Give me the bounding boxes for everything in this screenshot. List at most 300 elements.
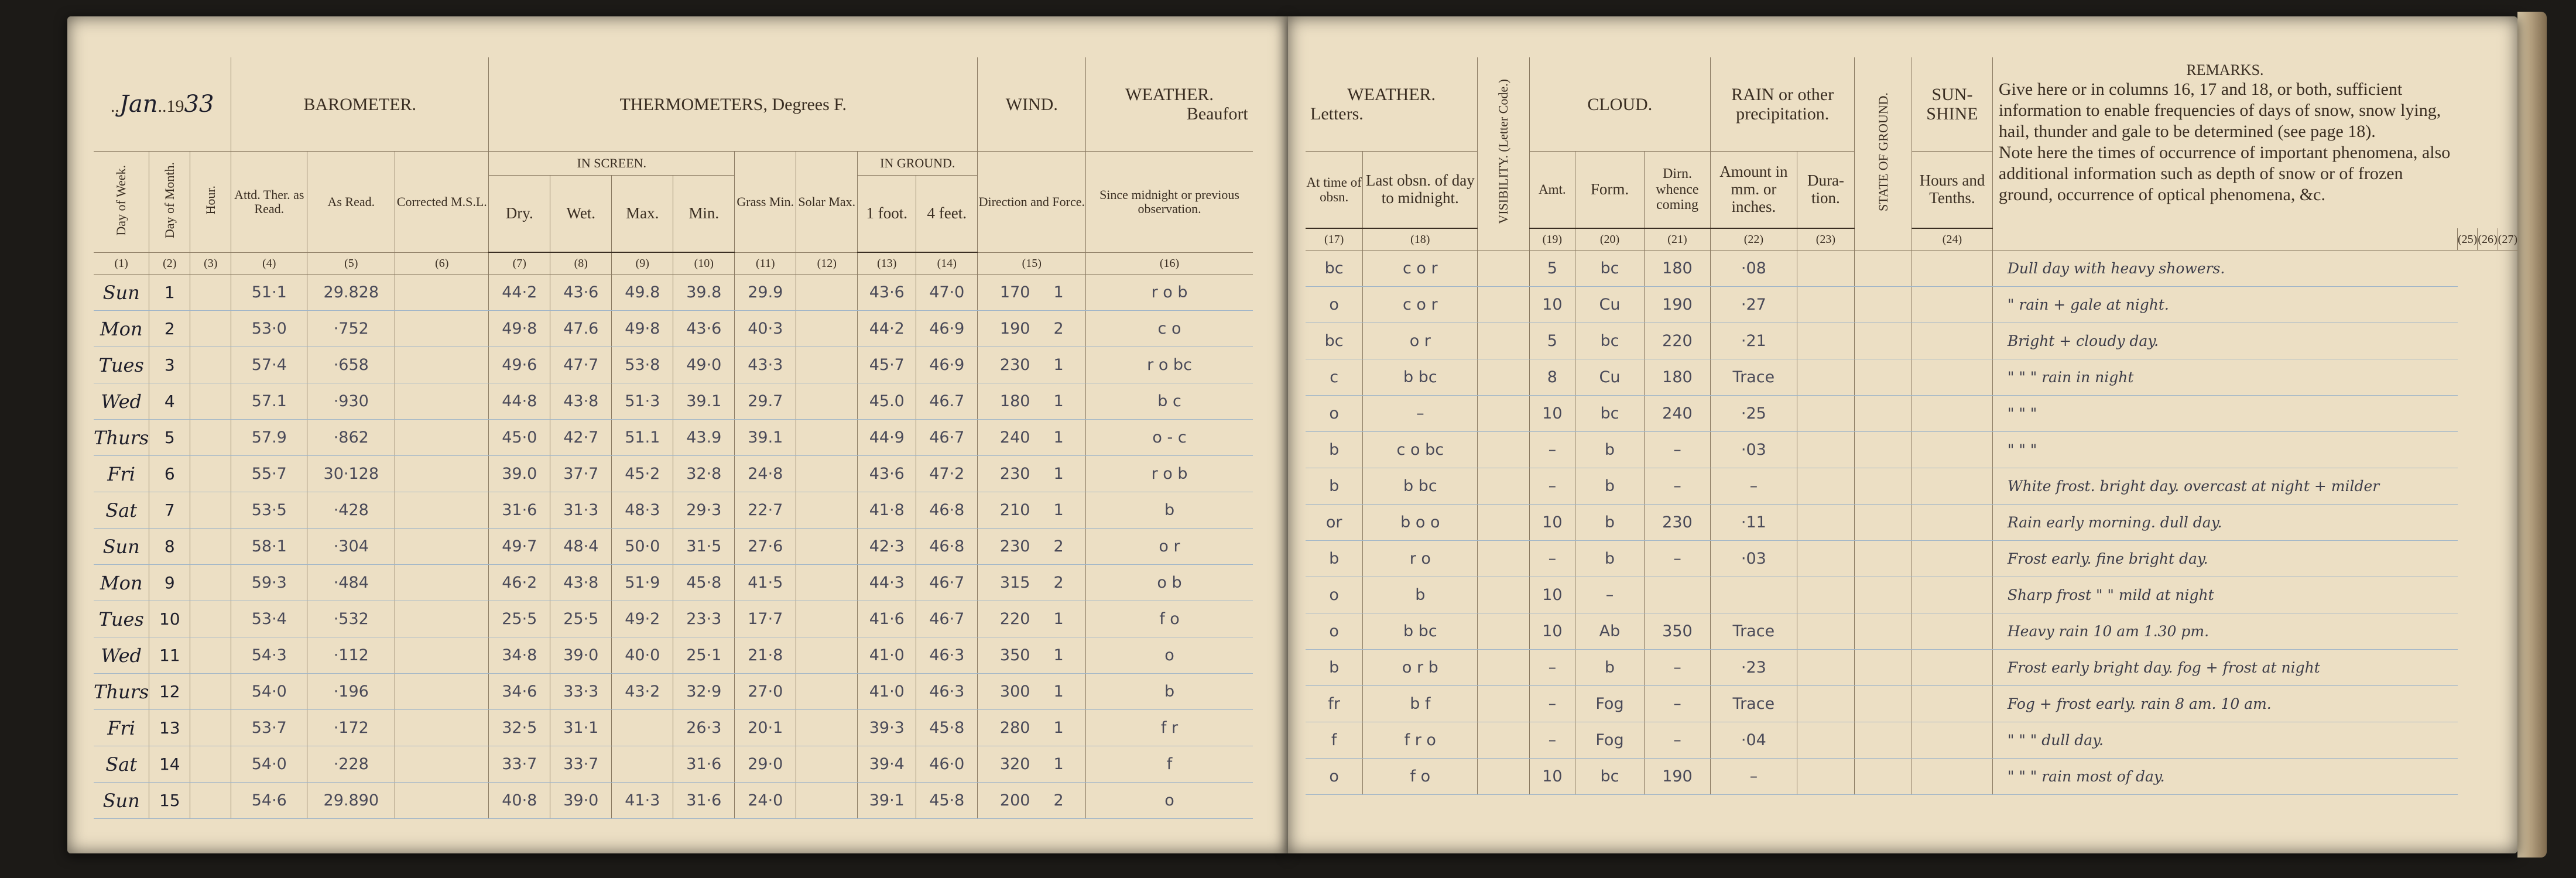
cell-corrected-msl <box>395 674 489 710</box>
cell-weather-at-time: b <box>1306 650 1363 686</box>
cell-wet: 25·5 <box>550 601 612 637</box>
cell-weather-beaufort: r o bc <box>1086 347 1253 383</box>
remarks-title: REMARKS. <box>2186 61 2264 78</box>
observations-table-left <box>94 57 1253 819</box>
wind-force: 1 <box>1053 610 1064 628</box>
cell-state-of-ground <box>1855 759 1912 795</box>
cell-cloud-amount: 10 <box>1529 577 1575 613</box>
cell-day-of-week: Thurs <box>94 420 149 456</box>
cell-max: 51.1 <box>612 420 673 456</box>
cell-sunshine-hours <box>1912 505 1993 541</box>
table-row <box>94 601 1253 637</box>
cell-sunshine-hours <box>1912 396 1993 432</box>
cell-day-of-month: 9 <box>149 565 190 601</box>
cell-solar-max <box>796 456 858 492</box>
cell-wet: 31·3 <box>550 492 612 529</box>
table-row <box>1306 505 2517 541</box>
cell-grass-min: 27·0 <box>735 674 796 710</box>
cell-day-of-month: 12 <box>149 674 190 710</box>
thermometers-heading: THERMOMETERS, Degrees F. <box>489 57 978 152</box>
cell-weather-last-obsn: b bc <box>1363 613 1478 650</box>
cell-corrected-msl <box>395 420 489 456</box>
weather-letters: Letters. <box>1310 104 1364 124</box>
cell-cloud-form: Cu <box>1575 359 1645 396</box>
wind-force: 2 <box>1053 791 1064 810</box>
cell-day-of-week: Mon <box>94 311 149 347</box>
cell-dry: 45·0 <box>489 420 550 456</box>
cell-state-of-ground <box>1855 468 1912 505</box>
cell-min: 39.8 <box>673 275 735 311</box>
weather-title-right: WEATHER. <box>1347 85 1436 104</box>
cell-day-of-week: Sat <box>94 492 149 529</box>
colnum: (24) <box>1912 228 1993 251</box>
cell-ground-1-foot: 43·6 <box>858 275 916 311</box>
cell-grass-min: 22·7 <box>735 492 796 529</box>
cell-ground-1-foot: 45·7 <box>858 347 916 383</box>
cell-wind <box>978 674 1086 710</box>
cell-wet: 47·7 <box>550 347 612 383</box>
cell-day-of-month: 7 <box>149 492 190 529</box>
cell-attd-ther: 54·3 <box>231 637 307 674</box>
cell-wind <box>978 492 1086 529</box>
cell-min: 31·5 <box>673 529 735 565</box>
in-ground-heading: IN GROUND. <box>858 152 978 176</box>
cell-wet: 42·7 <box>550 420 612 456</box>
visibility-heading <box>1478 57 1529 251</box>
cell-corrected-msl <box>395 383 489 420</box>
cell-corrected-msl <box>395 456 489 492</box>
wind-force: 1 <box>1053 682 1064 701</box>
colnum: (6) <box>395 252 489 275</box>
colnum: (2) <box>149 252 190 275</box>
cell-remarks: " " " rain most of day. <box>1992 759 2457 795</box>
col-since-midnight: Since midnight or previous observation. <box>1086 152 1253 253</box>
cell-ground-1-foot: 44·2 <box>858 311 916 347</box>
cell-rain-duration <box>1797 650 1855 686</box>
cell-attd-ther: 57.1 <box>231 383 307 420</box>
table-row <box>1306 287 2517 323</box>
wind-direction: 220 <box>999 610 1030 628</box>
cell-weather-beaufort: o <box>1086 637 1253 674</box>
cell-sunshine-hours <box>1912 613 1993 650</box>
cell-cloud-amount: 10 <box>1529 613 1575 650</box>
wind-direction: 180 <box>999 392 1030 410</box>
cell-day-of-week: Mon <box>94 565 149 601</box>
cell-rain-amount: Trace <box>1711 359 1797 396</box>
cell-min: 23·3 <box>673 601 735 637</box>
cell-remarks: Dull day with heavy showers. <box>1992 251 2457 287</box>
cell-rain-amount: ·03 <box>1711 541 1797 577</box>
cell-weather-beaufort: o r <box>1086 529 1253 565</box>
cell-max: 43·2 <box>612 674 673 710</box>
cell-solar-max <box>796 347 858 383</box>
cell-ground-4-feet: 47·2 <box>916 456 978 492</box>
cell-cloud-amount: – <box>1529 686 1575 722</box>
cell-rain-duration <box>1797 287 1855 323</box>
cell-wind <box>978 311 1086 347</box>
cell-wet: 37·7 <box>550 456 612 492</box>
cell-weather-at-time: fr <box>1306 686 1363 722</box>
cell-cloud-amount: 5 <box>1529 323 1575 359</box>
cell-cloud-direction: – <box>1644 650 1710 686</box>
cell-ground-4-feet: 45·8 <box>916 710 978 746</box>
wind-direction: 230 <box>999 465 1030 483</box>
table-row <box>1306 468 2517 505</box>
cell-weather-beaufort: r o b <box>1086 275 1253 311</box>
cell-day-of-week: Sun <box>94 783 149 819</box>
wind-direction: 315 <box>999 574 1030 592</box>
cell-corrected-msl <box>395 492 489 529</box>
cell-dry: 39.0 <box>489 456 550 492</box>
cell-cloud-amount: 8 <box>1529 359 1575 396</box>
cell-dry: 33·7 <box>489 746 550 783</box>
cell-corrected-msl <box>395 347 489 383</box>
sunshine-heading: SUN-SHINE <box>1912 57 1993 152</box>
cell-dry: 40·8 <box>489 783 550 819</box>
cell-state-of-ground <box>1855 396 1912 432</box>
weather-beaufort: Beaufort <box>1186 104 1248 124</box>
cell-cloud-form: bc <box>1575 251 1645 287</box>
table-row <box>1306 359 2517 396</box>
col-min: Min. <box>673 176 735 253</box>
cell-day-of-month: 3 <box>149 347 190 383</box>
cell-cloud-amount: – <box>1529 541 1575 577</box>
col-hour-label: Hour. <box>203 186 218 215</box>
wind-force: 1 <box>1053 719 1064 737</box>
cell-weather-beaufort: f <box>1086 746 1253 783</box>
cell-rain-duration <box>1797 432 1855 468</box>
rain-heading: RAIN or other precipitation. <box>1711 57 1855 152</box>
cell-wet: 39·0 <box>550 783 612 819</box>
cell-attd-ther: 54·6 <box>231 783 307 819</box>
cell-day-of-week: Fri <box>94 710 149 746</box>
cell-ground-4-feet: 46·9 <box>916 347 978 383</box>
cell-max <box>612 746 673 783</box>
colnum: (11) <box>735 252 796 275</box>
cell-max <box>612 710 673 746</box>
cell-cloud-amount: 10 <box>1529 505 1575 541</box>
cell-weather-beaufort: f o <box>1086 601 1253 637</box>
cell-barometer-as-read: ·484 <box>307 565 395 601</box>
cell-cloud-amount: – <box>1529 468 1575 505</box>
cell-weather-beaufort: b <box>1086 674 1253 710</box>
cell-remarks: " " " dull day. <box>1992 722 2457 759</box>
colnum: (22) <box>1711 228 1797 251</box>
cell-weather-at-time: c <box>1306 359 1363 396</box>
barometer-heading: BAROMETER. <box>231 57 489 152</box>
colnum: (1) <box>94 252 149 275</box>
cell-weather-last-obsn: b f <box>1363 686 1478 722</box>
cell-ground-4-feet: 46·3 <box>916 637 978 674</box>
cell-hour <box>190 492 231 529</box>
cell-wet: 31·1 <box>550 710 612 746</box>
cell-rain-duration <box>1797 323 1855 359</box>
cell-visibility <box>1478 613 1529 650</box>
wind-force: 2 <box>1053 320 1064 338</box>
cell-ground-1-foot: 43·6 <box>858 456 916 492</box>
cell-day-of-week: Wed <box>94 383 149 420</box>
cell-ground-4-feet: 46·7 <box>916 601 978 637</box>
cell-barometer-as-read: ·658 <box>307 347 395 383</box>
cell-visibility <box>1478 251 1529 287</box>
cell-grass-min: 24·8 <box>735 456 796 492</box>
cell-rain-amount: Trace <box>1711 613 1797 650</box>
cell-cloud-direction: 190 <box>1644 287 1710 323</box>
cell-dry: 34·8 <box>489 637 550 674</box>
cell-grass-min: 17·7 <box>735 601 796 637</box>
left-table-body <box>94 275 1253 819</box>
cell-cloud-direction: 180 <box>1644 359 1710 396</box>
year-handwritten: 33 <box>184 91 214 118</box>
cell-remarks: " " " rain in night <box>1992 359 2457 396</box>
cell-max: 49·2 <box>612 601 673 637</box>
col-hours-tenths: Hours and Tenths. <box>1912 152 1993 229</box>
cell-attd-ther: 51·1 <box>231 275 307 311</box>
wind-force: 1 <box>1053 501 1064 519</box>
cell-sunshine-hours <box>1912 251 1993 287</box>
cell-rain-duration <box>1797 251 1855 287</box>
cell-attd-ther: 53·7 <box>231 710 307 746</box>
cell-rain-amount: ·08 <box>1711 251 1797 287</box>
table-row <box>94 420 1253 456</box>
cell-attd-ther: 53·5 <box>231 492 307 529</box>
cell-ground-1-foot: 41·8 <box>858 492 916 529</box>
colnum: (12) <box>796 252 858 275</box>
cell-remarks: Frost early. fine bright day. <box>1992 541 2457 577</box>
colnum: (4) <box>231 252 307 275</box>
observations-table-right <box>1306 57 2517 795</box>
cell-day-of-week: Sun <box>94 529 149 565</box>
table-row <box>1306 541 2517 577</box>
cell-sunshine-hours <box>1912 577 1993 613</box>
cell-grass-min: 41·5 <box>735 565 796 601</box>
cell-grass-min: 24·0 <box>735 783 796 819</box>
year-prefix: ..19 <box>157 97 184 116</box>
col-1-foot: 1 foot. <box>858 176 916 253</box>
remarks-instructions-2: Note here the times of occurrence of important phenomena, also additional information such as depth of snow or of frozen ground, occurrence of optical phenomena, &c. <box>1998 143 2451 205</box>
cell-hour <box>190 637 231 674</box>
colnum: (7) <box>489 252 550 275</box>
colnum: (3) <box>190 252 231 275</box>
cell-visibility <box>1478 650 1529 686</box>
cell-min: 49·0 <box>673 347 735 383</box>
cell-max: 51·3 <box>612 383 673 420</box>
col-amount: Amount in mm. or inches. <box>1711 152 1797 229</box>
cell-ground-4-feet: 46·3 <box>916 674 978 710</box>
cell-ground-4-feet: 46·7 <box>916 420 978 456</box>
cell-day-of-month: 5 <box>149 420 190 456</box>
cell-solar-max <box>796 674 858 710</box>
cell-cloud-direction: 350 <box>1644 613 1710 650</box>
cell-cloud-form: Cu <box>1575 287 1645 323</box>
cell-day-of-week: Sat <box>94 746 149 783</box>
table-row <box>1306 396 2517 432</box>
cell-hour <box>190 311 231 347</box>
cell-remarks: Bright + cloudy day. <box>1992 323 2457 359</box>
cell-ground-4-feet: 46.7 <box>916 383 978 420</box>
col-4-feet: 4 feet. <box>916 176 978 253</box>
cell-ground-1-foot: 41·0 <box>858 637 916 674</box>
cell-weather-last-obsn: o r <box>1363 323 1478 359</box>
right-table-body <box>1306 251 2517 795</box>
cell-hour <box>190 783 231 819</box>
colnum: (18) <box>1363 228 1478 251</box>
cell-ground-4-feet: 46·7 <box>916 565 978 601</box>
cell-cloud-direction: – <box>1644 686 1710 722</box>
cell-weather-at-time: b <box>1306 468 1363 505</box>
cell-wind <box>978 529 1086 565</box>
colnum: (8) <box>550 252 612 275</box>
cell-state-of-ground <box>1855 251 1912 287</box>
cell-weather-last-obsn: f r o <box>1363 722 1478 759</box>
wind-force: 1 <box>1053 646 1064 664</box>
cell-hour <box>190 383 231 420</box>
col-wet: Wet. <box>550 176 612 253</box>
cell-sunshine-hours <box>1912 468 1993 505</box>
cell-weather-last-obsn: b o o <box>1363 505 1478 541</box>
wind-direction: 190 <box>999 320 1030 338</box>
cell-cloud-direction: 180 <box>1644 251 1710 287</box>
cell-visibility <box>1478 577 1529 613</box>
cell-corrected-msl <box>395 529 489 565</box>
cell-dry: 31·6 <box>489 492 550 529</box>
cell-corrected-msl <box>395 565 489 601</box>
cell-barometer-as-read: 29.890 <box>307 783 395 819</box>
cell-day-of-month: 2 <box>149 311 190 347</box>
month-prefix: .. <box>110 97 119 116</box>
cell-day-of-month: 8 <box>149 529 190 565</box>
page-stack-edge <box>2517 12 2547 858</box>
cell-remarks: " " " <box>1992 396 2457 432</box>
wind-direction: 230 <box>999 356 1030 374</box>
cell-corrected-msl <box>395 311 489 347</box>
col-dry: Dry. <box>489 176 550 253</box>
cell-min: 29·3 <box>673 492 735 529</box>
cell-rain-duration <box>1797 541 1855 577</box>
cell-cloud-amount: 10 <box>1529 396 1575 432</box>
col-form: Form. <box>1575 152 1645 229</box>
cell-dry: 25·5 <box>489 601 550 637</box>
weather-heading-right <box>1306 57 1478 152</box>
cell-rain-amount: – <box>1711 759 1797 795</box>
cell-visibility <box>1478 722 1529 759</box>
cell-remarks: Sharp frost " " mild at night <box>1992 577 2457 613</box>
cell-sunshine-hours <box>1912 287 1993 323</box>
cell-ground-1-foot: 41·6 <box>858 601 916 637</box>
cell-rain-amount: ·11 <box>1711 505 1797 541</box>
cell-ground-4-feet: 46·0 <box>916 746 978 783</box>
cell-ground-1-foot: 39·1 <box>858 783 916 819</box>
cell-weather-last-obsn: c o r <box>1363 287 1478 323</box>
cell-wet: 43·8 <box>550 565 612 601</box>
cell-corrected-msl <box>395 601 489 637</box>
cell-wind <box>978 383 1086 420</box>
cell-day-of-month: 13 <box>149 710 190 746</box>
cell-min: 31·6 <box>673 746 735 783</box>
wind-force: 1 <box>1053 356 1064 374</box>
cell-rain-duration <box>1797 359 1855 396</box>
cell-weather-last-obsn: c o bc <box>1363 432 1478 468</box>
table-row <box>94 347 1253 383</box>
cell-solar-max <box>796 275 858 311</box>
cell-wet: 48·4 <box>550 529 612 565</box>
cell-rain-duration <box>1797 686 1855 722</box>
cell-attd-ther: 53·4 <box>231 601 307 637</box>
cell-wet: 33·7 <box>550 746 612 783</box>
cell-max: 41·3 <box>612 783 673 819</box>
cell-attd-ther: 54·0 <box>231 746 307 783</box>
cell-grass-min: 29.7 <box>735 383 796 420</box>
colnum: (19) <box>1529 228 1575 251</box>
col-max: Max. <box>612 176 673 253</box>
table-row <box>1306 759 2517 795</box>
cell-hour <box>190 347 231 383</box>
cell-ground-1-foot: 44·3 <box>858 565 916 601</box>
table-row <box>1306 577 2517 613</box>
wind-force: 2 <box>1053 537 1064 555</box>
cell-wind <box>978 601 1086 637</box>
cell-hour <box>190 710 231 746</box>
cell-sunshine-hours <box>1912 759 1993 795</box>
cell-rain-amount: ·25 <box>1711 396 1797 432</box>
cell-wind <box>978 710 1086 746</box>
cell-day-of-week: Tues <box>94 347 149 383</box>
cell-dry: 49·6 <box>489 347 550 383</box>
cell-remarks: Fog + frost early. rain 8 am. 10 am. <box>1992 686 2457 722</box>
colnum: (16) <box>1086 252 1253 275</box>
colnum: (17) <box>1306 228 1363 251</box>
cell-weather-beaufort: r o b <box>1086 456 1253 492</box>
cell-weather-at-time: b <box>1306 541 1363 577</box>
wind-direction: 240 <box>999 428 1030 447</box>
cell-grass-min: 43·3 <box>735 347 796 383</box>
cell-cloud-form: bc <box>1575 396 1645 432</box>
cell-day-of-week: Wed <box>94 637 149 674</box>
cell-weather-beaufort: o - c <box>1086 420 1253 456</box>
cell-rain-amount: ·27 <box>1711 287 1797 323</box>
cell-state-of-ground <box>1855 505 1912 541</box>
cell-ground-1-foot: 44·9 <box>858 420 916 456</box>
col-solar-max: Solar Max. <box>796 152 858 253</box>
cell-solar-max <box>796 492 858 529</box>
cell-visibility <box>1478 323 1529 359</box>
cell-state-of-ground <box>1855 650 1912 686</box>
cell-ground-1-foot: 42·3 <box>858 529 916 565</box>
weather-title: WEATHER. <box>1125 85 1214 104</box>
cell-cloud-direction: 220 <box>1644 323 1710 359</box>
cell-wind <box>978 347 1086 383</box>
cell-rain-amount: – <box>1711 468 1797 505</box>
wind-direction: 320 <box>999 755 1030 773</box>
cell-grass-min: 21·8 <box>735 637 796 674</box>
cell-corrected-msl <box>395 746 489 783</box>
table-row <box>94 383 1253 420</box>
cell-hour <box>190 674 231 710</box>
cell-weather-at-time: o <box>1306 613 1363 650</box>
cell-cloud-form: b <box>1575 650 1645 686</box>
cell-cloud-form: b <box>1575 541 1645 577</box>
table-row <box>94 492 1253 529</box>
cell-corrected-msl <box>395 710 489 746</box>
cell-sunshine-hours <box>1912 432 1993 468</box>
col-as-read: As Read. <box>307 152 395 253</box>
cell-ground-1-foot: 39·4 <box>858 746 916 783</box>
colnum: (27) <box>2498 228 2517 251</box>
cell-remarks: " rain + gale at night. <box>1992 287 2457 323</box>
cell-weather-at-time: o <box>1306 577 1363 613</box>
cell-solar-max <box>796 420 858 456</box>
col-day-of-month-label: Day of Month. <box>162 162 177 239</box>
